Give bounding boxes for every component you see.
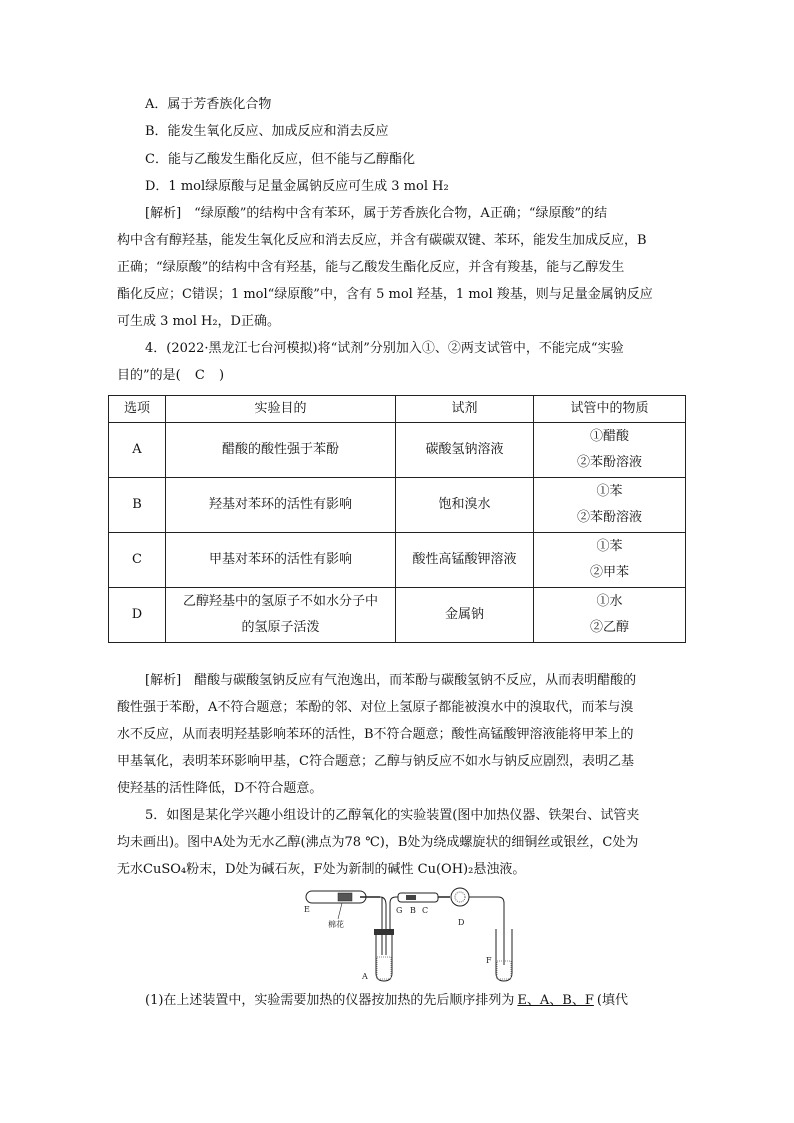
label-c: C	[422, 906, 429, 915]
cell-reagent: 饱和溴水	[396, 478, 534, 533]
q5-sub1	[145, 992, 628, 1010]
q5-sub1-suffix: (填代	[596, 993, 628, 1008]
cell-option: B	[109, 478, 166, 533]
q3-option-d: D．1 mol绿原酸与足量金属钠反应可生成 3 mol H₂	[145, 179, 449, 194]
cell-purpose: 醋酸的酸性强于苯酚	[166, 423, 396, 478]
q4-stem-suffix: )	[218, 368, 225, 383]
header-purpose: 实验目的	[166, 396, 396, 423]
cell-reagent: 碳酸氢钠溶液	[396, 423, 534, 478]
label-g: G	[396, 906, 403, 915]
table-row	[109, 423, 686, 478]
tube-gbc	[398, 893, 450, 902]
q4-answer: C	[194, 368, 205, 383]
cell-purpose: 甲基对苯环的活性有影响	[166, 533, 396, 588]
q4-analysis-line: 使羟基的活性降低，D不符合题意。	[117, 781, 323, 796]
apparatus-diagram	[298, 885, 520, 985]
experiment-table	[108, 395, 686, 643]
q5-sub1-prefix: (1)在上述装置中，实验需要加热的仪器按加热的先后顺序排列为	[145, 993, 515, 1008]
q4-stem-prefix: 目的”的是(	[117, 368, 181, 383]
q3-analysis-line: 构中含有醇羟基，能发生氧化反应和消去反应，并含有碳碳双键、苯环，能发生加成反应，B	[117, 233, 647, 248]
label-b: B	[410, 906, 416, 915]
label-f: F	[486, 956, 492, 965]
header-reagent: 试剂	[396, 396, 534, 423]
cell-option: C	[109, 533, 166, 588]
q4-stem-line1: 4．(2022·黑龙江七台河模拟)将“试剂”分别加入①、②两支试管中，不能完成“实验	[145, 341, 624, 356]
tube-1: ①水	[596, 594, 623, 609]
q5-sub1-answer: E、A、B、F	[517, 993, 594, 1008]
q4-analysis-line: 酸性强于苯酚，A不符合题意；苯酚的邻、对位上氢原子都能被溴水中的溴取代，而苯与溴	[117, 700, 634, 715]
cell-purpose: 羟基对苯环的活性有影响	[166, 478, 396, 533]
q3-analysis-line: [解析] “绿原酸”的结构中含有苯环，属于芳香族化合物，A正确；“绿原酸”的结	[145, 206, 608, 221]
q3-analysis-line: 酯化反应；C错误；1 mol“绿原酸”中，含有 5 mol 羟基，1 mol 羧基，则与足量金属钠反应	[117, 287, 653, 302]
q3-analysis-line: 可生成 3 mol H₂，D正确。	[117, 314, 280, 329]
q4-analysis-line: [解析] 醋酸与碳酸氢钠反应有气泡逸出，而苯酚与碳酸氢钠不反应，从而表明醋酸的	[145, 673, 637, 688]
q3-option-a: A．属于芳香族化合物	[145, 97, 272, 112]
outlet-tube-f	[498, 897, 504, 965]
q3-option-b: B．能发生氧化反应、加成反应和消去反应	[145, 124, 389, 139]
cell-substances	[534, 588, 686, 643]
purpose-line: 的氢原子活泼	[241, 620, 320, 635]
q4-analysis-line: 甲基氧化，表明苯环影响甲基，C符合题意；乙醇与钠反应不如水与钠反应剧烈，表明乙基	[117, 754, 634, 769]
tube-1: ①苯	[596, 539, 623, 554]
cell-reagent: 酸性高锰酸钾溶液	[396, 533, 534, 588]
tube-2: ②甲苯	[589, 565, 629, 580]
table-row	[109, 478, 686, 533]
q3-analysis-line: 正确；“绿原酸”的结构中含有羟基，能与乙酸发生酯化反应，并含有羧基，能与乙醇发生	[117, 260, 625, 275]
cell-option: A	[109, 423, 166, 478]
tube-2: ②苯酚溶液	[576, 510, 642, 525]
q4-analysis-line: 水不反应，从而表明羟基影响苯环的活性，B不符合题意；酸性高锰酸钾溶液能将甲苯上的	[117, 727, 634, 742]
tube-2: ②苯酚溶液	[576, 455, 642, 470]
label-e: E	[304, 905, 310, 914]
tube-1: ①苯	[596, 484, 623, 499]
tube-1: ①醋酸	[589, 429, 629, 444]
table-row	[109, 533, 686, 588]
tube-2: ②乙醇	[589, 620, 629, 635]
header-substances: 试管中的物质	[534, 396, 686, 423]
cell-substances	[534, 478, 686, 533]
tube-e	[306, 891, 380, 903]
cell-option: D	[109, 588, 166, 643]
table-header-row	[109, 396, 686, 423]
label-a: A	[362, 972, 368, 981]
header-option: 选项	[109, 396, 166, 423]
table-row	[109, 588, 686, 643]
label-d: D	[458, 918, 465, 927]
test-tube-a	[374, 929, 394, 981]
cotton-pointer	[338, 903, 342, 919]
drying-tube-d	[451, 888, 498, 906]
q5-stem-line: 无水CuSO₄粉末，D处为碱石灰，F处为新制的碱性 Cu(OH)₂悬浊液。	[117, 862, 526, 877]
connector-tube	[380, 897, 386, 955]
q5-stem-line: 5．如图是某化学兴趣小组设计的乙醇氧化的实验装置(图中加热仪器、铁架台、试管夹	[145, 808, 640, 823]
cell-reagent: 金属钠	[396, 588, 534, 643]
cell-substances	[534, 533, 686, 588]
label-cotton: 棉花	[328, 920, 344, 929]
q4-stem-line2	[117, 367, 224, 385]
purpose-line: 乙醇羟基中的氢原子不如水分子中	[182, 594, 378, 609]
q3-option-c: C．能与乙酸发生酯化反应，但不能与乙醇酯化	[145, 152, 415, 167]
cell-purpose	[166, 588, 396, 643]
q5-stem-line: 均未画出)。图中A处为无水乙醇(沸点为78 ℃)，B处为绕成螺旋状的细铜丝或银丝，C处为	[117, 835, 639, 850]
cell-substances	[534, 423, 686, 478]
